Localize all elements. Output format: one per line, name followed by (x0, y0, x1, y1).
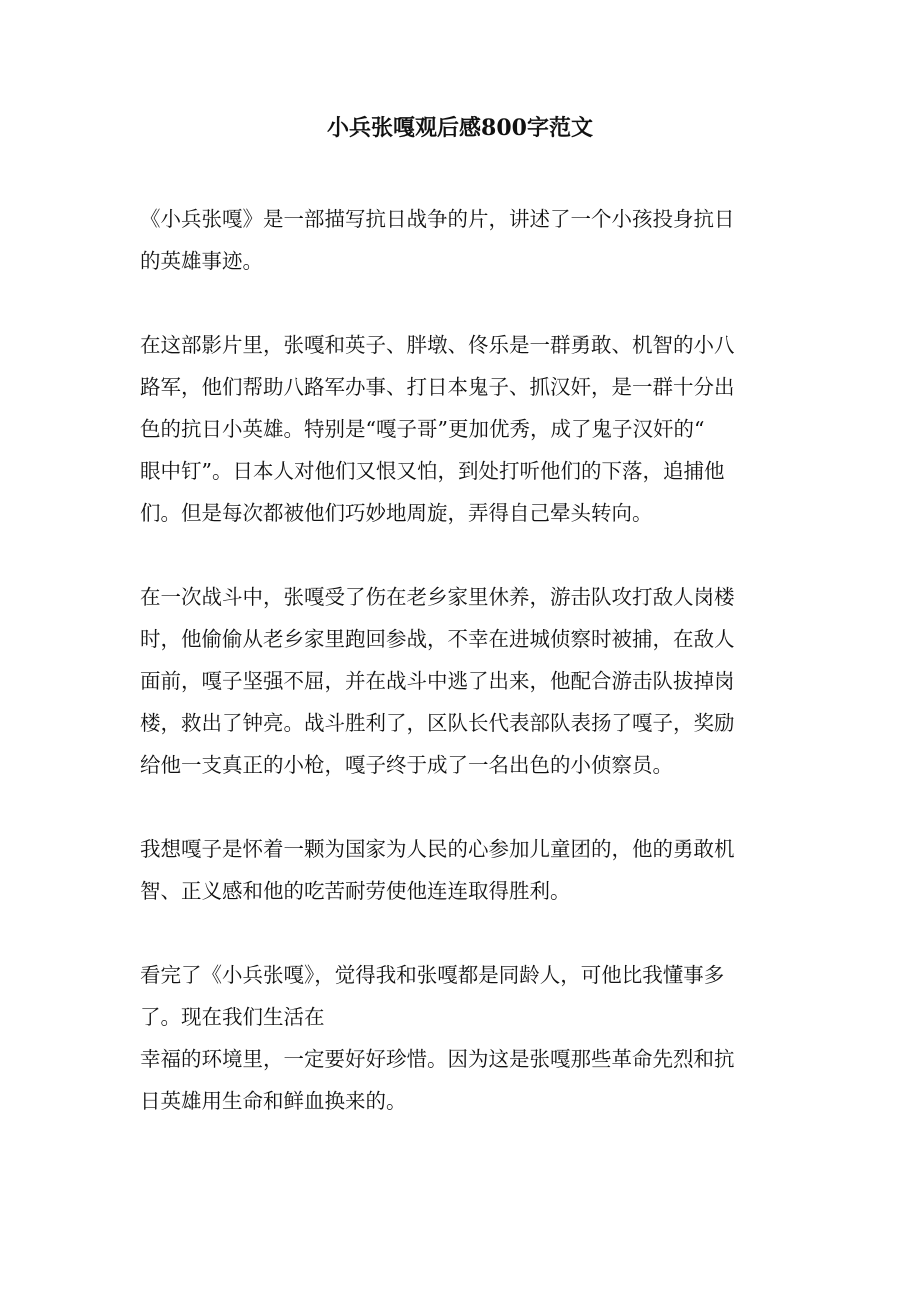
paragraph-3 (140, 576, 780, 786)
paragraph-6 (140, 1038, 780, 1122)
paragraph-line: 面前，嘎子坚强不屈，并在战斗中逃了出来，他配合游击队拔掉岗 (140, 669, 735, 693)
paragraph-5 (140, 954, 780, 1038)
paragraph-line: 幸福的环境里，一定要好好珍惜。因为这是张嘎那些革命先烈和抗 (140, 1047, 735, 1071)
paragraph-line: 路军，他们帮助八路军办事、打日本鬼子、抓汉奸，是一群十分出 (140, 375, 735, 399)
paragraph-line: 眼中钉”。日本人对他们又恨又怕，到处打听他们的下落，追捕他 (140, 459, 725, 483)
paragraph-line: 色的抗日小英雄。特别是“嘎子哥”更加优秀，成了鬼子汉奸的“ (140, 417, 705, 441)
paragraph-line: 智、正义感和他的吃苦耐劳使他连连取得胜利。 (140, 879, 571, 903)
paragraph-line: 看完了《小兵张嘎》，觉得我和张嘎都是同龄人，可他比我懂事多 (140, 963, 725, 987)
document-title: 小兵张嘎观后感800字范文 (327, 115, 593, 141)
paragraph-line: 《小兵张嘎》是一部描写抗日战争的片，讲述了一个小孩投身抗日 (140, 207, 735, 231)
paragraph-line: 楼，救出了钟亮。战斗胜利了，区队长代表部队表扬了嘎子，奖励 (140, 711, 735, 735)
paragraph-line: 在一次战斗中，张嘎受了伤在老乡家里休养，游击队攻打敌人岗楼 (140, 585, 735, 609)
paragraph-line: 我想嘎子是怀着一颗为国家为人民的心参加儿童团的，他的勇敢机 (140, 837, 735, 861)
paragraph-2 (140, 324, 780, 534)
paragraph-line: 给他一支真正的小枪，嘎子终于成了一名出色的小侦察员。 (140, 753, 673, 777)
paragraph-4 (140, 828, 780, 912)
document-body (140, 198, 780, 1164)
paragraph-line: 的英雄事迹。 (140, 249, 263, 273)
paragraph-line: 时，他偷偷从老乡家里跑回参战，不幸在进城侦察时被捕，在敌人 (140, 627, 735, 651)
paragraph-line: 日英雄用生命和鲜血换来的。 (140, 1089, 407, 1113)
paragraph-line: 们。但是每次都被他们巧妙地周旋，弄得自己晕头转向。 (140, 501, 653, 525)
paragraph-1 (140, 198, 780, 282)
paragraph-line: 在这部影片里，张嘎和英子、胖墩、佟乐是一群勇敢、机智的小八 (140, 333, 735, 357)
paragraph-line: 了。现在我们生活在 (140, 1005, 325, 1029)
